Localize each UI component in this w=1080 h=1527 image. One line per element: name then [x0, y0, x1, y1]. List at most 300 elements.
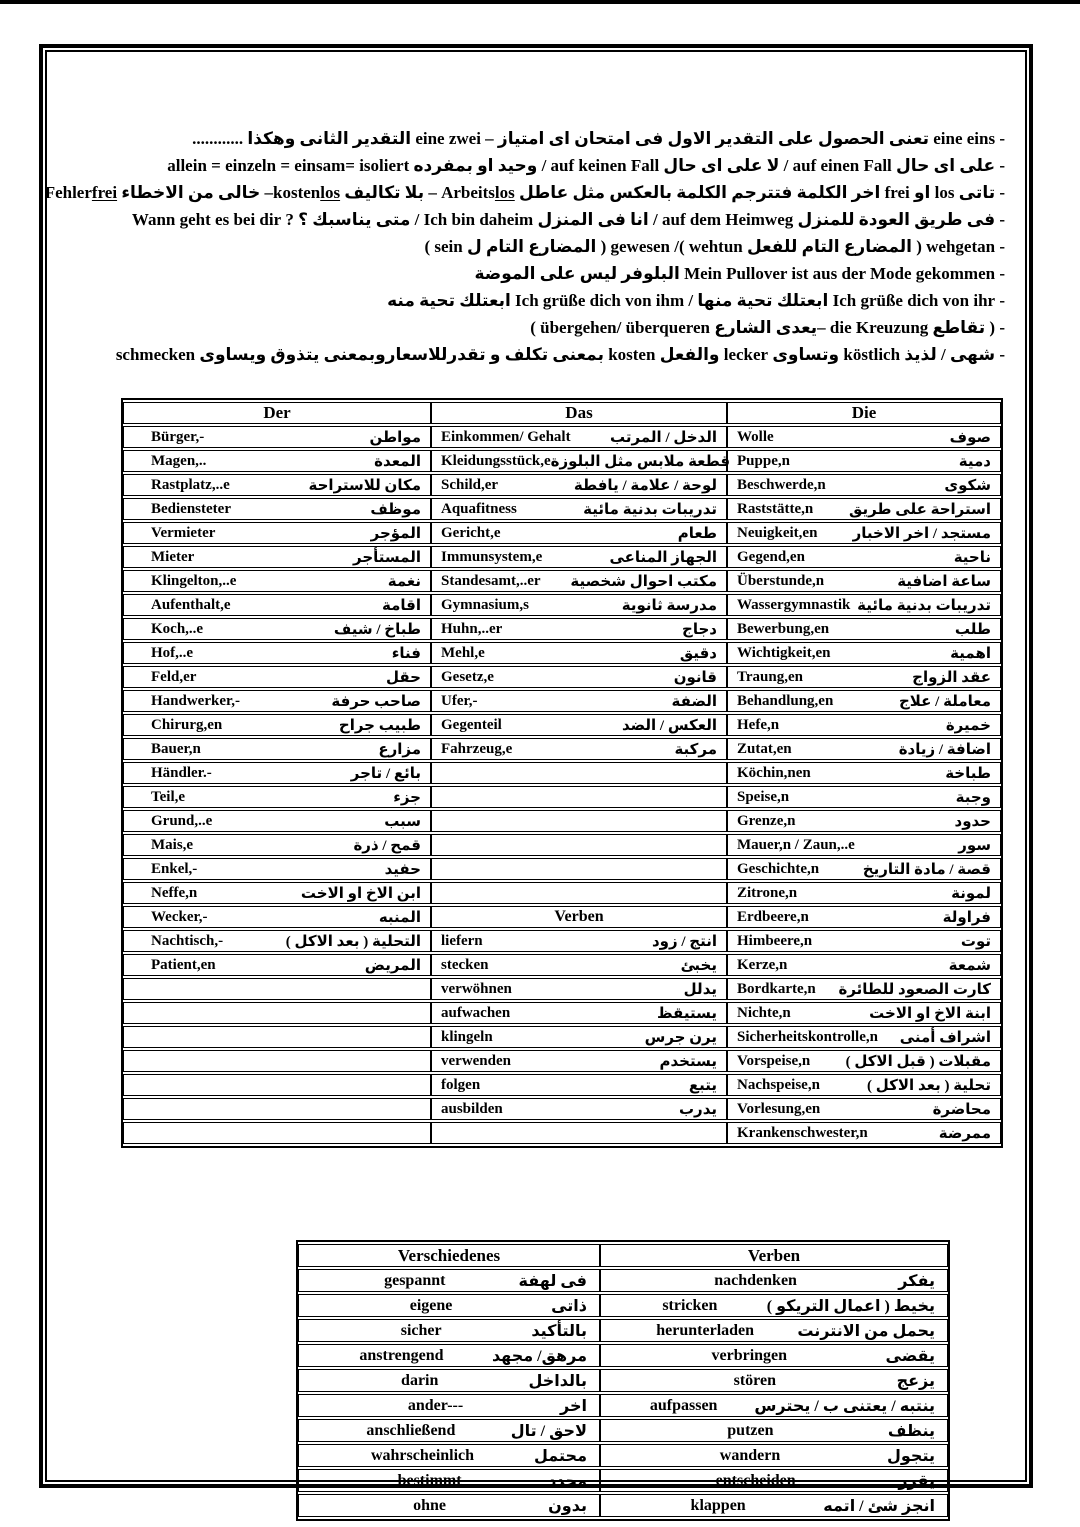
- arabic-translation: الجهاز المناعى: [609, 549, 717, 566]
- arabic-translation: اشراف أمنى: [899, 1029, 991, 1046]
- german-term: eigene: [409, 1296, 453, 1314]
- empty-cell: [123, 1026, 431, 1048]
- vocab-cell: [600, 1294, 948, 1317]
- arabic-translation: مدرسة ثانوية: [621, 597, 717, 614]
- arabic-translation: مرهق/ مجهد: [491, 1347, 587, 1365]
- arabic-translation: المؤجر: [370, 525, 421, 542]
- german-term: Gesetz,e: [441, 668, 494, 685]
- vocab-row: [123, 1098, 1001, 1120]
- vocab-cell: [727, 666, 1001, 688]
- note-text: - تاتى los او frei اخر الكلمة فتترجم الكلمة بالعكس مثل عاطل Arbeits: [441, 183, 1005, 202]
- german-term: klappen: [690, 1496, 746, 1514]
- vocab-cell-content: [432, 451, 731, 471]
- german-term: Chirurg,en: [151, 716, 223, 733]
- german-term: Himbeere,n: [737, 932, 813, 949]
- german-term: bestimmt: [397, 1471, 462, 1489]
- arabic-translation: طعام: [677, 525, 717, 542]
- german-term: Neuigkeit,en: [737, 524, 818, 541]
- vocab-cell-content: [124, 427, 430, 447]
- vocab-cell: [123, 690, 431, 712]
- vocab-cell-content: [728, 1027, 1000, 1047]
- vocab-row: [123, 1050, 1001, 1072]
- empty-cell: [123, 978, 431, 1000]
- german-term: Feld,er: [151, 668, 197, 685]
- german-term: Handwerker,-: [151, 692, 241, 709]
- arabic-translation: معاملة / علاج: [898, 693, 991, 710]
- vocab-cell: [431, 1098, 727, 1120]
- german-term: Zitrone,n: [737, 884, 798, 901]
- vocab-cell-content: [601, 1420, 947, 1441]
- arabic-translation: يخيط ( اعمال التريكو ): [766, 1297, 935, 1315]
- arabic-translation: الضفة: [671, 693, 717, 710]
- main-table-body: [123, 426, 1001, 1144]
- german-term: ohne: [413, 1496, 447, 1514]
- underlined-suffix: los: [494, 183, 515, 202]
- german-term: Gegenteil: [441, 716, 502, 733]
- vocab-row: [123, 1122, 1001, 1144]
- empty-cell: [123, 1002, 431, 1024]
- vocab-cell-content: [432, 691, 726, 711]
- vocab-cell-content: [728, 643, 1000, 663]
- vocab-cell: [123, 930, 431, 952]
- arabic-translation: صوف: [949, 429, 991, 446]
- arabic-translation: بالتأكيد: [531, 1322, 587, 1340]
- column-header-verben: Verben: [600, 1244, 948, 1267]
- german-term: Mais,e: [151, 836, 194, 853]
- vocab-cell-content: [728, 1075, 1000, 1095]
- vocab-cell: [123, 474, 431, 496]
- vocab-cell: [727, 498, 1001, 520]
- german-term: Immunsystem,e: [441, 548, 543, 565]
- vocab-cell-content: [124, 787, 430, 807]
- verschiedenes-verben-table: [296, 1240, 950, 1521]
- arabic-translation: ممرضة: [938, 1125, 991, 1142]
- vocab-cell-content: [299, 1395, 599, 1416]
- arabic-translation: يستيقظ: [657, 1005, 717, 1022]
- german-term: ausbilden: [441, 1100, 503, 1117]
- vocab-cell: [600, 1419, 948, 1442]
- arabic-translation: مزارع: [378, 741, 421, 758]
- vocab-cell: [431, 450, 731, 472]
- arabic-translation: الدخل / المرتب: [610, 429, 717, 446]
- arabic-translation: حفيد: [384, 861, 421, 878]
- empty-cell: [123, 1098, 431, 1120]
- vocab-cell-content: [432, 1003, 726, 1023]
- german-term: Nachspeise,n: [737, 1076, 820, 1093]
- note-text: – بلا تكاليف kosten: [273, 183, 442, 202]
- vocab-row: [123, 642, 1001, 664]
- german-term: putzen: [727, 1421, 774, 1439]
- arabic-translation: يتبع: [688, 1077, 717, 1094]
- vocab-row: [123, 618, 1001, 640]
- vocab-row: [123, 954, 1001, 976]
- german-term: Kleidungsstück,e: [441, 452, 551, 469]
- vocab-cell-content: [728, 979, 1000, 999]
- empty-cell: [431, 1122, 727, 1144]
- vocab-cell-content: [601, 1345, 947, 1366]
- arabic-translation: طباخ / شيف: [333, 621, 421, 638]
- german-term: Krankenschwester,n: [737, 1124, 868, 1141]
- vocab-cell: [123, 810, 431, 832]
- german-term: Beschwerde,n: [737, 476, 826, 493]
- arabic-translation: مواطن: [369, 429, 421, 446]
- empty-cell: [123, 1122, 431, 1144]
- vocab-cell: [727, 930, 1001, 952]
- note-text: - Mein Pullover ist aus der Mode gekommen البلوفر ليس على الموضة: [474, 264, 1005, 283]
- vocab-cell: [123, 762, 431, 784]
- arabic-translation: قمح / ذرة: [353, 837, 421, 854]
- vocab-cell: [123, 834, 431, 856]
- arabic-translation: المستأجر: [353, 549, 421, 566]
- german-term: Aquafitness: [441, 500, 517, 517]
- vocab-cell: [123, 786, 431, 808]
- german-term: Hof,..e: [151, 644, 194, 661]
- german-term: entscheiden: [715, 1471, 796, 1489]
- vocab-cell-content: [601, 1445, 947, 1466]
- vocab-cell: [600, 1344, 948, 1367]
- german-term: verbringen: [711, 1346, 788, 1364]
- vocab-cell-content: [728, 1099, 1000, 1119]
- vocab-row: [123, 858, 1001, 880]
- vocab-cell-content: [728, 883, 1000, 903]
- vocab-cell: [431, 1074, 727, 1096]
- vocab-cell: [727, 642, 1001, 664]
- german-term: Gericht,e: [441, 524, 501, 541]
- arabic-translation: يدلل: [683, 981, 717, 998]
- arabic-translation: اخر: [560, 1397, 587, 1415]
- vocab-cell: [600, 1394, 948, 1417]
- page-frame-inner: [44, 50, 1027, 1515]
- note-text: - ( تقاطع die Kreuzung –يعدى الشارع übergehen/ überqueren ): [530, 318, 1005, 337]
- arabic-translation: يقرر: [898, 1472, 935, 1490]
- german-term: Klingelton,..e: [151, 572, 237, 589]
- vocab-cell-content: [601, 1395, 947, 1416]
- vocab-cell-content: [124, 667, 430, 687]
- german-term: Sicherheitskontrolle,n: [737, 1028, 878, 1045]
- arabic-translation: فراولة: [942, 909, 991, 926]
- arabic-translation: دمية: [958, 453, 991, 470]
- arabic-translation: تدريبات بدنية مائية: [583, 501, 717, 518]
- vocab-cell-content: [124, 763, 430, 783]
- arabic-translation: نغمة: [387, 573, 421, 590]
- arabic-translation: مكتب احوال شخصية: [570, 573, 717, 590]
- vocab-cell-content: [728, 715, 1000, 735]
- vocab-cell: [600, 1444, 948, 1467]
- vocab-row: [123, 450, 1001, 472]
- arabic-translation: اقامة: [382, 597, 421, 614]
- german-term: Enkel,-: [151, 860, 198, 877]
- vocab-cell-content: [432, 1099, 726, 1119]
- vocab-cell-content: [728, 859, 1000, 879]
- german-term: Wichtigkeit,en: [737, 644, 831, 661]
- vocab-cell: [123, 426, 431, 448]
- arabic-translation: بالداخل: [528, 1372, 587, 1390]
- vocab-row: [123, 978, 1001, 1000]
- vocab-row: [123, 570, 1001, 592]
- vocab-cell-content: [432, 667, 726, 687]
- arabic-translation: صاحب حرفة: [331, 693, 421, 710]
- arabic-translation: حقل: [386, 669, 421, 686]
- vocab-row: [298, 1369, 948, 1392]
- vocab-cell-content: [432, 595, 726, 615]
- german-term: anschließend: [366, 1421, 456, 1439]
- german-term: Grenze,n: [737, 812, 796, 829]
- vocab-cell-content: [728, 787, 1000, 807]
- vocab-cell-content: [728, 499, 1000, 519]
- german-term: Mieter: [151, 548, 195, 565]
- bottom-table-body: [298, 1269, 948, 1517]
- vocab-cell: [123, 522, 431, 544]
- vocab-row: [123, 1074, 1001, 1096]
- vocab-cell-content: [601, 1470, 947, 1491]
- arabic-translation: مركبة: [674, 741, 717, 758]
- vocab-row: [298, 1394, 948, 1417]
- german-term: Bürger,-: [151, 428, 205, 445]
- vocab-cell: [123, 954, 431, 976]
- vocab-cell: [298, 1494, 600, 1517]
- arabic-translation: انتج / زود: [651, 933, 717, 950]
- vocab-cell: [727, 1074, 1001, 1096]
- vocab-cell-content: [432, 571, 726, 591]
- vocab-cell-content: [432, 499, 726, 519]
- german-term: Kerze,n: [737, 956, 788, 973]
- vocab-cell: [727, 882, 1001, 904]
- german-term: Neffe,n: [151, 884, 198, 901]
- german-term: gespannt: [384, 1271, 446, 1289]
- arabic-translation: بائع / تاجر: [350, 765, 421, 782]
- german-term: Koch,..e: [151, 620, 204, 637]
- arabic-translation: وجبة: [955, 789, 991, 806]
- vocab-cell: [600, 1369, 948, 1392]
- vocab-row: [123, 498, 1001, 520]
- german-term: Wecker,-: [151, 908, 208, 925]
- german-term: Bordkarte,n: [737, 980, 816, 997]
- arabic-translation: ينظف: [887, 1422, 935, 1440]
- vocab-cell-content: [601, 1320, 947, 1341]
- german-term: Vorlesung,en: [737, 1100, 821, 1117]
- vocab-row: [298, 1494, 948, 1517]
- arabic-translation: سور: [958, 837, 991, 854]
- vocab-cell-content: [432, 547, 726, 567]
- vocab-cell: [431, 474, 727, 496]
- vocab-cell: [123, 882, 431, 904]
- vocab-cell: [727, 1098, 1001, 1120]
- vocab-cell: [431, 978, 727, 1000]
- vocab-cell-content: [728, 547, 1000, 567]
- empty-cell: [431, 858, 727, 880]
- german-term: Nichte,n: [737, 1004, 791, 1021]
- underlined-suffix: frei: [91, 183, 118, 202]
- vocab-cell-content: [124, 499, 430, 519]
- vocab-cell: [727, 786, 1001, 808]
- column-header-verschiedenes: Verschiedenes: [298, 1244, 600, 1267]
- vocab-cell: [298, 1394, 600, 1417]
- arabic-translation: محدد: [548, 1472, 587, 1490]
- arabic-translation: يرن جرس: [644, 1029, 717, 1046]
- vocab-cell-content: [432, 739, 726, 759]
- vocab-cell: [298, 1319, 600, 1342]
- vocab-cell: [431, 954, 727, 976]
- vocab-cell-content: [728, 1051, 1000, 1071]
- vocab-cell-content: [124, 643, 430, 663]
- vocab-cell-content: [728, 475, 1000, 495]
- arabic-translation: استراحة على طريق: [848, 501, 991, 518]
- arabic-translation: ابنة الاخ او الاخت: [869, 1005, 991, 1022]
- german-term: anstrengend: [359, 1346, 444, 1364]
- column-header-das: Das: [431, 402, 727, 424]
- vocab-cell: [727, 618, 1001, 640]
- vocab-cell-content: [432, 955, 726, 975]
- vocab-cell: [431, 1050, 727, 1072]
- vocab-row: [123, 786, 1001, 808]
- german-term: Bediensteter: [151, 500, 231, 517]
- vocab-cell-content: [124, 931, 430, 951]
- arabic-translation: فى لهفة: [518, 1272, 587, 1290]
- german-term: stecken: [441, 956, 489, 973]
- vocab-cell-content: [299, 1320, 599, 1341]
- vocab-row: [123, 810, 1001, 832]
- vocab-cell: [431, 1026, 727, 1048]
- column-header-der: Der: [123, 402, 431, 424]
- vocab-cell-content: [124, 451, 430, 471]
- arabic-translation: يزعج: [896, 1372, 935, 1390]
- vocab-cell-content: [728, 955, 1000, 975]
- vocab-cell: [123, 858, 431, 880]
- vocab-cell: [123, 714, 431, 736]
- vocab-cell-content: [299, 1495, 599, 1516]
- vocab-cell: [123, 570, 431, 592]
- vocab-cell-content: [299, 1270, 599, 1291]
- arabic-translation: عقد الزواج: [912, 669, 991, 686]
- vocab-cell-content: [432, 1051, 726, 1071]
- vocab-cell-content: [432, 475, 726, 495]
- vocab-row: [123, 834, 1001, 856]
- vocab-row: [298, 1319, 948, 1342]
- vocab-cell: [727, 570, 1001, 592]
- arabic-translation: جزء: [393, 789, 421, 806]
- arabic-translation: طباخة: [945, 765, 991, 782]
- german-term: Vermieter: [151, 524, 216, 541]
- column-header-die: Die: [727, 402, 1001, 424]
- vocab-cell-content: [432, 931, 726, 951]
- note-line: [65, 260, 1005, 287]
- arabic-translation: المنبه: [378, 909, 421, 926]
- note-text: - فى طريق العودة للمنزل auf dem Heimweg / انا فى المنزل Ich bin daheim / متى يناسبك ؟ ? Wann geht es bei dir: [131, 210, 1005, 229]
- vocab-cell: [727, 906, 1001, 928]
- vocab-cell: [298, 1294, 600, 1317]
- vocab-cell: [298, 1369, 600, 1392]
- note-text: - على اى حال auf einen Fall / لا على اى حال auf keinen Fall / وحيد او بمفرده allein = einzeln = einsam= isoliert: [167, 156, 1005, 175]
- vocab-cell: [431, 426, 727, 448]
- vocab-cell-content: [601, 1370, 947, 1391]
- arabic-translation: ينتبه / يعتنى ب / يحترس: [754, 1397, 935, 1415]
- german-term: Behandlung,en: [737, 692, 834, 709]
- vocab-cell: [298, 1444, 600, 1467]
- arabic-translation: بدون: [548, 1497, 587, 1515]
- arabic-translation: حدود: [954, 813, 991, 830]
- german-term: Köchin,nen: [737, 764, 811, 781]
- german-term: Bauer,n: [151, 740, 201, 757]
- german-term: Patient,en: [151, 956, 216, 973]
- german-term: Mauer,n / Zaun,..e: [737, 836, 855, 853]
- arabic-translation: شكوى: [944, 477, 991, 494]
- arabic-translation: المعدة: [374, 453, 421, 470]
- vocab-cell: [431, 618, 727, 640]
- vocab-row: [123, 426, 1001, 448]
- german-term: Hefe,n: [737, 716, 780, 733]
- vocab-cell-content: [299, 1445, 599, 1466]
- page-top-rule: [0, 0, 1080, 4]
- vocab-cell: [431, 690, 727, 712]
- arabic-translation: قانون: [673, 669, 717, 686]
- vocab-cell: [123, 594, 431, 616]
- vocab-cell: [431, 738, 727, 760]
- arabic-translation: دجاج: [682, 621, 717, 638]
- german-term: liefern: [441, 932, 483, 949]
- note-line: [44, 179, 1005, 206]
- german-term: nachdenken: [714, 1271, 797, 1289]
- der-das-die-table: [121, 398, 1003, 1148]
- arabic-translation: فناء: [391, 645, 421, 662]
- german-term: Einkommen/ Gehalt: [441, 428, 571, 445]
- main-table-header-row: [123, 402, 1001, 424]
- vocab-cell-content: [601, 1495, 947, 1516]
- arabic-translation: يدرب: [678, 1101, 717, 1118]
- german-term: Standesamt,..er: [441, 572, 541, 589]
- note-line: [65, 125, 1005, 152]
- vocab-cell: [431, 594, 727, 616]
- note-line: [65, 152, 1005, 179]
- note-text: - eine eins تعنى الحصول على التقدير الاول فى امتحان اى امتياز – eine zwei التقدير الثانى وهكذا ............: [192, 129, 1005, 148]
- vocab-cell: [600, 1494, 948, 1517]
- vocab-cell: [727, 1122, 1001, 1144]
- note-line: [65, 206, 1005, 233]
- vocab-cell: [727, 1026, 1001, 1048]
- vocab-cell-content: [124, 835, 430, 855]
- german-term: verwöhnen: [441, 980, 512, 997]
- vocab-cell-content: [601, 1270, 947, 1291]
- vocab-cell-content: [728, 811, 1000, 831]
- german-term: Raststätte,n: [737, 500, 814, 517]
- arabic-translation: ابن الاخ او الاخت: [300, 885, 421, 902]
- arabic-translation: تحلية ( بعد الاكل ): [867, 1077, 991, 1094]
- vocab-cell: [600, 1469, 948, 1492]
- german-term: Fahrzeug,e: [441, 740, 513, 757]
- vocab-cell: [727, 1050, 1001, 1072]
- arabic-translation: ساعة اضافية: [897, 573, 991, 590]
- vocab-cell-content: [124, 859, 430, 879]
- arabic-translation: سبب: [384, 813, 421, 830]
- german-term: stören: [733, 1371, 776, 1389]
- german-term: Geschichte,n: [737, 860, 820, 877]
- vocab-cell: [123, 642, 431, 664]
- vocab-cell: [727, 954, 1001, 976]
- german-term: Ufer,-: [441, 692, 478, 709]
- german-term: Vorspeise,n: [737, 1052, 811, 1069]
- german-term: stricken: [662, 1296, 718, 1314]
- note-line: [65, 314, 1005, 341]
- vocab-cell: [431, 498, 727, 520]
- underlined-suffix: los: [320, 183, 341, 202]
- vocab-cell: [123, 618, 431, 640]
- german-term: Wassergymnastik: [737, 596, 851, 613]
- arabic-translation: خميرة: [945, 717, 991, 734]
- german-term: Zutat,en: [737, 740, 792, 757]
- vocab-cell-content: [299, 1345, 599, 1366]
- empty-cell: [431, 882, 727, 904]
- vocab-cell: [298, 1344, 600, 1367]
- vocab-cell-content: [124, 955, 430, 975]
